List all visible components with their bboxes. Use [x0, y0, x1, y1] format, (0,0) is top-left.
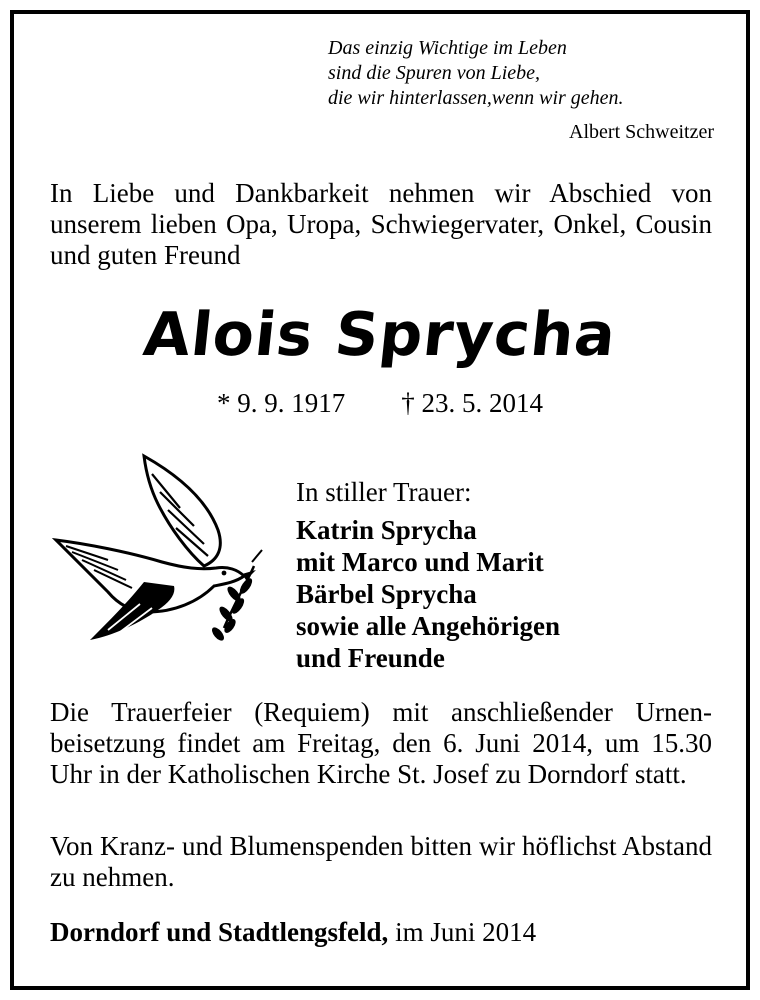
mourners-block: [296, 476, 716, 674]
birth-date: * 9. 9. 1917: [217, 388, 346, 418]
flowers-notice: Von Kranz- und Blumenspenden bitten wir höflichst Abstand zu nehmen.: [50, 831, 712, 892]
life-dates: [0, 388, 760, 419]
funeral-notice: Die Trauerfeier (Requiem) mit anschließender Urnen-beisetzung findet am Freitag, den 6. Juni 2014, um 15.30 Uhr in der Katholischen Kirche St. Josef zu Dorndorf statt.: [50, 697, 712, 789]
death-date: † 23. 5. 2014: [401, 388, 543, 418]
intro-text: In Liebe und Dankbarkeit nehmen wir Abschied von unserem lieben Opa, Uropa, Schwiegervater, Onkel, Cousin und guten Freund: [50, 178, 712, 270]
quote-line: sind die Spuren von Liebe,: [328, 62, 541, 84]
quote-author: Albert Schweitzer: [569, 121, 714, 143]
signoff-date: im Juni 2014: [395, 917, 537, 947]
dove-with-olive-branch-icon: [48, 452, 268, 652]
quote: [328, 36, 718, 111]
mourners-label: In stiller Trauer:: [296, 477, 472, 507]
quote-line: Das einzig Wichtige im Leben: [328, 37, 567, 59]
mourner-name: Bärbel Sprycha: [296, 579, 477, 609]
deceased-name: Alois Sprycha: [140, 300, 620, 370]
mourner-name: Katrin Sprycha: [296, 515, 477, 545]
quote-line: die wir hinterlassen,wenn wir gehen.: [328, 87, 624, 109]
mourner-name: mit Marco und Marit: [296, 547, 544, 577]
mourner-name: sowie alle Angehörigen: [296, 611, 560, 641]
signoff-place: Dorndorf und Stadtlengsfeld,: [50, 917, 389, 947]
mourner-name: und Freunde: [296, 643, 445, 673]
signoff: [50, 917, 712, 948]
